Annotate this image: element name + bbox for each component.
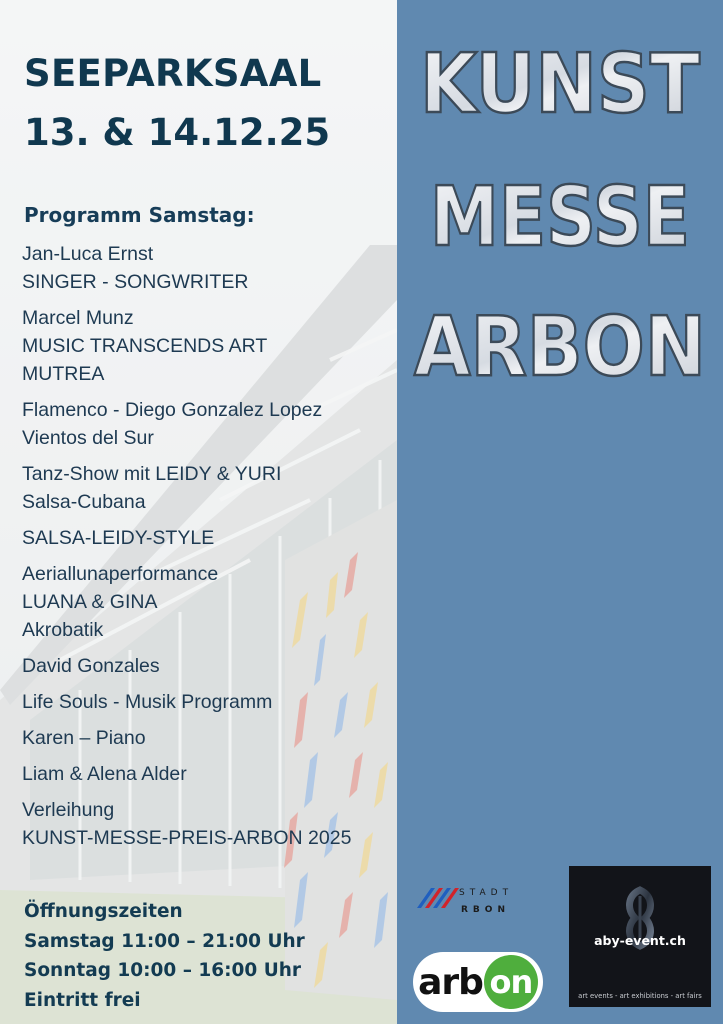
program-entry xyxy=(22,240,397,296)
program-line: KUNST-MESSE-PREIS-ARBON 2025 xyxy=(22,827,352,849)
event-title xyxy=(397,0,723,420)
program-entry xyxy=(22,396,397,452)
aby-event-name: aby-event.ch xyxy=(594,933,686,948)
program-entry xyxy=(22,760,397,788)
opening-hours-heading: Öffnungszeiten xyxy=(24,901,183,922)
program-line: Tanz-Show mit LEIDY & YURI xyxy=(22,463,282,485)
program-line: Salsa-Cubana xyxy=(22,491,146,513)
arbon-logo xyxy=(413,952,543,1012)
program-line: Vientos del Sur xyxy=(22,427,154,449)
program-line: Verleihung xyxy=(22,799,115,821)
program-line: LUANA & GINA xyxy=(22,591,158,613)
arbon-logo-right: on xyxy=(489,963,533,1001)
aby-event-tagline: art events - art exhibitions - art fairs xyxy=(578,992,702,1000)
program-entry xyxy=(22,652,397,680)
program-line: David Gonzales xyxy=(22,655,160,677)
title-line-1: KUNST xyxy=(420,37,701,132)
program-line: Karen – Piano xyxy=(22,727,146,749)
arbon-text: RBON xyxy=(461,905,510,915)
arbon-logo-left: arb xyxy=(418,961,483,1003)
program-line: Liam & Alena Alder xyxy=(22,763,187,785)
program-list xyxy=(22,240,397,860)
program-entry xyxy=(22,304,397,388)
program-line: SALSA-LEIDY-STYLE xyxy=(22,527,215,549)
title-line-3: ARBON xyxy=(414,300,706,395)
program-line: Marcel Munz xyxy=(22,307,134,329)
program-line: SINGER - SONGWRITER xyxy=(22,271,249,293)
program-entry xyxy=(22,560,397,644)
opening-hours xyxy=(24,897,305,1015)
title-line-2: MESSE xyxy=(430,170,690,265)
event-dates: 13. & 14.12.25 xyxy=(24,111,331,154)
venue-title: SEEPARKSAAL xyxy=(24,52,322,95)
admission-note: Eintritt frei xyxy=(24,989,141,1011)
program-heading: Programm Samstag: xyxy=(24,203,255,227)
arbon-logo-circle xyxy=(484,955,538,1009)
stadt-text: STADT xyxy=(459,888,514,898)
program-entry xyxy=(22,724,397,752)
right-panel xyxy=(397,0,723,1024)
program-line: Flamenco - Diego Gonzalez Lopez xyxy=(22,399,323,421)
stadt-arbon-wave-icon xyxy=(417,888,459,908)
program-entry xyxy=(22,524,397,552)
stadt-arbon-logo xyxy=(413,868,543,928)
program-line: MUTREA xyxy=(22,363,105,385)
program-entry xyxy=(22,460,397,516)
program-entry xyxy=(22,688,397,716)
program-line: Life Souls - Musik Programm xyxy=(22,691,273,713)
program-line: Akrobatik xyxy=(22,619,104,641)
saturday-hours: Samstag 11:00 – 21:00 Uhr xyxy=(24,930,305,952)
aby-event-logo xyxy=(569,866,711,1007)
program-line: MUSIC TRANSCENDS ART xyxy=(22,335,268,357)
program-line: Aeriallunaperformance xyxy=(22,563,219,585)
program-line: Jan-Luca Ernst xyxy=(22,243,154,265)
program-entry xyxy=(22,796,397,852)
sunday-hours: Sonntag 10:00 – 16:00 Uhr xyxy=(24,960,302,981)
